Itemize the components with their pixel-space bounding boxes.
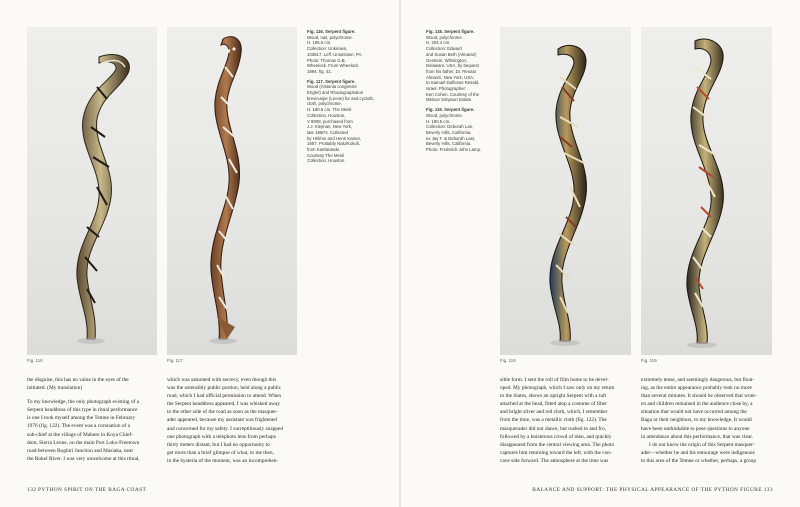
caption-line: from Kanfarande. bbox=[307, 147, 341, 153]
body-text-line: from the time, was a metallic cloth (fig. 122). The bbox=[500, 417, 607, 424]
caption-line: 1994, fig. 41. bbox=[307, 68, 332, 74]
caption-line: Fig. 117. Serpent figure. bbox=[307, 78, 356, 84]
body-text-line: the disguise, this has no value in the eyes of the bbox=[27, 377, 129, 383]
figure-118-photo bbox=[500, 27, 631, 355]
caption-line: H. 190.5 cm. bbox=[426, 118, 451, 124]
body-text-line: in attendance about this performance, that was clear. bbox=[641, 433, 754, 440]
caption-line: H. 190.5 cm. The Menil bbox=[307, 107, 352, 113]
figure-118-caption bbox=[426, 29, 498, 157]
caption-line: Photo: Thomas G.B. bbox=[307, 57, 346, 63]
serpent-figure-118-image bbox=[500, 27, 631, 355]
right-page bbox=[401, 0, 800, 507]
figure-119-photo bbox=[641, 27, 772, 355]
body-text-line: to the other side of the road as soon as the masquer- bbox=[167, 409, 278, 416]
caption-line: 103917. Leff. Uniontown, PA. bbox=[307, 51, 363, 57]
body-text-line: one photograph with a telephoto lens from perhaps bbox=[167, 433, 276, 440]
right-page-folio: BALANCE AND SUPPORT: THE PHYSICAL APPEARANCE OF THE PYTHON FIGURE 133 bbox=[532, 487, 773, 493]
caption-line: Gerstein, Wilmington, bbox=[426, 57, 468, 63]
caption-line: V 9009, purchased from bbox=[307, 118, 353, 124]
body-text-line: I do not know the origin of this Serpent masquer- bbox=[649, 441, 755, 448]
caption-line: Beverly Hills, California. bbox=[426, 141, 472, 147]
caption-line: and Susan Beth (Almaraz) bbox=[426, 51, 477, 57]
figure-116-caption-text bbox=[307, 29, 379, 75]
body-text-line: is one I took myself among the Temne in February bbox=[27, 415, 136, 422]
figure-117-photo bbox=[167, 27, 297, 355]
body-text-line: to this area of the Temne or whether, perhaps, a group bbox=[641, 457, 757, 464]
figure-118-caption-text bbox=[426, 29, 498, 103]
body-text-line: ader—whether he and his entourage were indigenous bbox=[641, 449, 755, 456]
caption-line: Collection, Houston. bbox=[307, 158, 346, 164]
body-text-line: Baga or their neighbors, to my knowledge. It would bbox=[641, 417, 752, 424]
figure-118-label: Fig. 118 bbox=[500, 358, 516, 363]
caption-line: brevicuspe (Leone) fur and cycloth, bbox=[307, 95, 375, 101]
figure-119-caption-text bbox=[426, 107, 498, 153]
body-text-line: have been unthinkable to pose questions to anyone bbox=[641, 425, 750, 432]
body-text-line: to the States, shows an upright Serpent with a tuft bbox=[500, 393, 607, 400]
serpent-figure-119-image bbox=[641, 27, 772, 355]
figure-116-photo bbox=[27, 27, 157, 355]
caption-line: to Samuel Dalfonso Resald, bbox=[426, 80, 480, 86]
body-text-line: oped. My photograph, which I saw only on my return bbox=[500, 385, 615, 392]
caption-line: Collection: Edward bbox=[426, 46, 462, 52]
body-text-line: get more than a brief glimpse of what, to me then, bbox=[167, 449, 274, 456]
right-page-column-1 bbox=[500, 376, 628, 465]
caption-line: H. 195.5 cm. bbox=[307, 40, 332, 46]
caption-line: Fig. 116. Serpent figure. bbox=[307, 29, 356, 34]
caption-line: Wood, polychrome. bbox=[426, 34, 463, 40]
caption-line: by Hélène and Henri Kamer, bbox=[307, 135, 361, 141]
body-text-line: disappeared from the central viewing area. The photo bbox=[500, 441, 615, 448]
figure-117-caption-text bbox=[307, 79, 379, 165]
caption-line: late 1950's. Collected bbox=[307, 129, 348, 135]
caption-line: Wood (Alstonia congensis bbox=[307, 84, 357, 90]
left-page-column-1 bbox=[27, 376, 155, 463]
caption-line: Fig. 118. Serpent figure. bbox=[426, 29, 475, 34]
caption-line: Delaware, USA, by bequest bbox=[426, 63, 479, 69]
caption-line: Wood, nail, polychrome. bbox=[307, 34, 354, 40]
caption-line: J.J. Klejman, New York, bbox=[307, 124, 353, 130]
right-page-column-2 bbox=[641, 376, 769, 465]
body-text-line: the Rokel River. I was very unwelcome at this ritual, bbox=[27, 455, 140, 462]
body-text-line: situation that would not have occurred among the bbox=[641, 409, 747, 416]
caption-line: Courtesy The Menil bbox=[307, 152, 345, 158]
body-text-line: cave side forward. The atmosphere at the time was bbox=[500, 457, 609, 464]
body-text-line: en and children remained in the audience close by, a bbox=[641, 401, 753, 408]
body-text-line: ader appeared, because my assistant was frightened bbox=[167, 417, 277, 424]
figure-116-caption bbox=[307, 29, 379, 168]
body-text-line: ing, as the entire appearance probably took no more bbox=[641, 385, 752, 392]
body-text-line: To my knowledge, the only photograph existing of a bbox=[27, 399, 139, 406]
body-text-line: extremely tense, and seemingly dangerous, but float- bbox=[641, 377, 755, 383]
body-text-line: captures him returning toward the left, with the con- bbox=[500, 449, 612, 456]
body-text-line: and bright silver and red cloth, which, I remember bbox=[500, 409, 608, 416]
body-text-line: 1976 (fig. 122). The event was a coronation of a bbox=[27, 423, 131, 430]
body-text-line: thirty meters distant, but I had no opportunity to bbox=[167, 441, 270, 448]
caption-line: Meison Simpson Estate. bbox=[426, 97, 473, 103]
left-page-column-2 bbox=[167, 376, 295, 465]
caption-line: Ken Cohen. Courtesy of the bbox=[426, 91, 480, 97]
body-text-line: initiated. (My translation) bbox=[27, 385, 83, 392]
caption-line: Photo: Frederick John Lamp. bbox=[426, 147, 482, 153]
left-page-folio: 132 PYTHON SPIRIT ON THE BAGA COAST bbox=[27, 487, 147, 493]
body-text-line: road, which I had official permission to attend. When bbox=[167, 393, 282, 400]
caption-line: ex Jay T. & Deborah Last, bbox=[426, 135, 476, 141]
body-text-line: the Serpent headdress appeared, I was whisked away bbox=[167, 401, 281, 408]
caption-line: Wheelock. From Wheelock bbox=[307, 63, 359, 69]
body-text-line: which was saturated with secrecy, even though this bbox=[167, 377, 277, 383]
caption-line: Collection, Houston, bbox=[307, 112, 346, 118]
caption-line: Almanzi, New York, USA, bbox=[426, 74, 475, 80]
caption-line: Engler) and Rhodognaphalon bbox=[307, 90, 364, 96]
body-text-line: Serpent headdress of this type in ritual performance bbox=[27, 407, 138, 414]
serpent-figure-117-image bbox=[167, 27, 297, 355]
caption-line: Fig. 119. Serpent figure. bbox=[426, 107, 475, 113]
left-page bbox=[0, 0, 399, 507]
body-text-line: sible form. I sent the roll of film home to be devel- bbox=[500, 377, 609, 383]
body-text-line: in the hysteria of the moment, was an incomprehen- bbox=[167, 457, 279, 464]
body-text-line: sub-chief at the village of Mabore in Koya Chief- bbox=[27, 431, 133, 438]
caption-line: from his father, Dr. Renato bbox=[426, 68, 477, 74]
body-text-line: attached at the head, fitted atop a costume of fiber bbox=[500, 401, 607, 408]
body-text-line: masquerader did not dance, but rushed to and fro, bbox=[500, 425, 606, 432]
body-text-line: was the ostensibly public portion, held along a public bbox=[167, 385, 282, 392]
caption-line: H. 204.4 cm. bbox=[426, 40, 451, 46]
serpent-figure-116-image bbox=[27, 27, 157, 355]
caption-line: Beverly Hills, California, bbox=[426, 129, 472, 135]
body-text-line: followed by a boisterous crowd of men, and quickly bbox=[500, 433, 612, 440]
body-text-line: road between Rogbiri Junction and Masiaka, near bbox=[27, 447, 134, 454]
caption-line: 1957. Probably Nalu/Kokoli, bbox=[307, 141, 361, 147]
body-text-line: than several minutes. It should be observed that wom- bbox=[641, 393, 757, 400]
figure-117-label: Fig. 117 bbox=[167, 358, 183, 363]
caption-line: Wood, polychrome. bbox=[426, 112, 463, 118]
body-text-line: dom, Sierra Leone, on the main Port Loko-Freetown bbox=[27, 439, 140, 446]
caption-line: cloth, polychrome. bbox=[307, 101, 342, 107]
body-text-line: and concerned for my safety. I surreptitiously snapped bbox=[167, 425, 283, 432]
caption-line: Collection: Unknown, bbox=[307, 46, 348, 52]
caption-line: Israel. Photographer: bbox=[426, 86, 467, 92]
figure-119-label: Fig. 119 bbox=[641, 358, 657, 363]
caption-line: Collection: Deborah Lan, bbox=[426, 124, 474, 130]
figure-116-label: Fig. 116 bbox=[27, 358, 43, 363]
